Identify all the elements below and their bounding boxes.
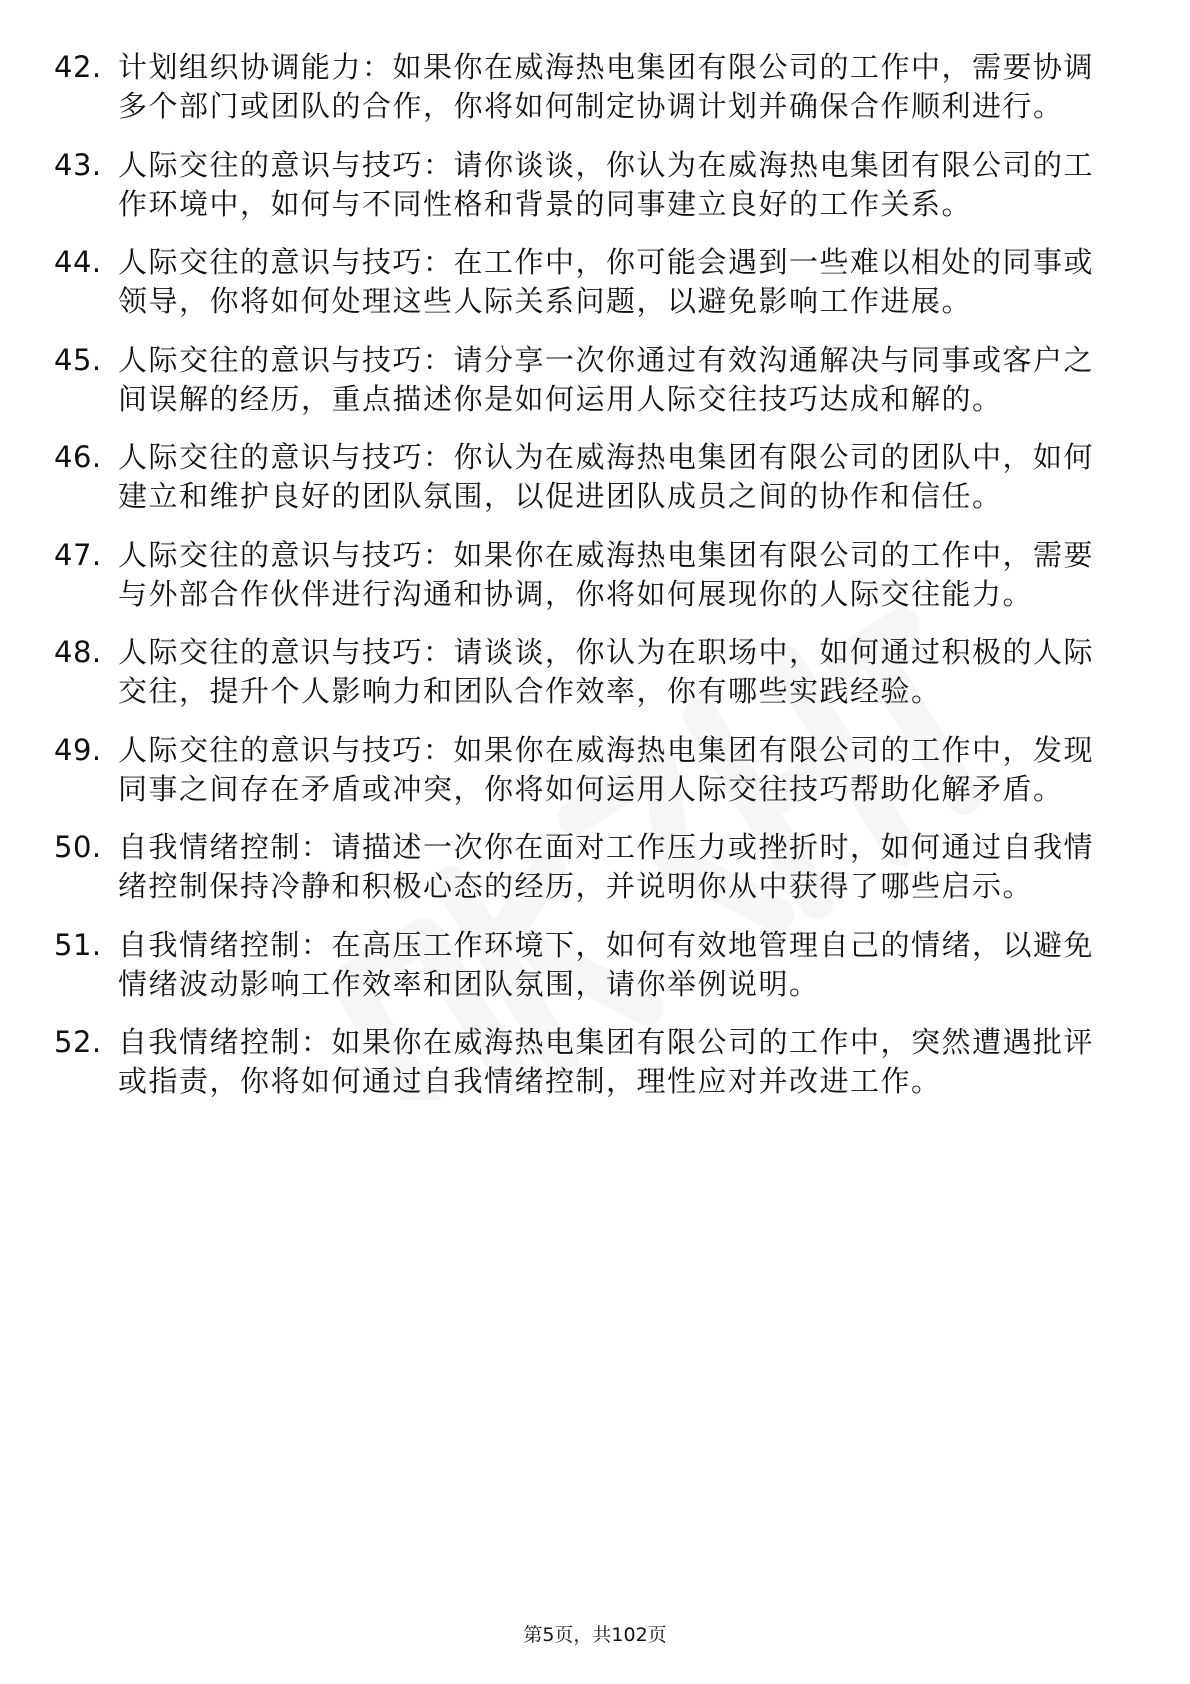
question-text: 人际交往的意识与技巧：如果你在威海热电集团有限公司的工作中，发现同事之间存在矛盾或冲突，你将如何运用人际交往技巧帮助化解矛盾。 [118, 732, 1095, 806]
question-number: 51. [54, 927, 102, 962]
question-text: 人际交往的意识与技巧：请分享一次你通过有效沟通解决与同事或客户之间误解的经历，重点描述你是如何运用人际交往技巧达成和解的。 [118, 342, 1095, 416]
question-text: 人际交往的意识与技巧：请谈谈，你认为在职场中，如何通过积极的人际交往，提升个人影响力和团队合作效率，你有哪些实践经验。 [118, 635, 1095, 708]
list-item [54, 926, 1104, 1004]
question-number: 48. [54, 635, 102, 669]
question-text: 人际交往的意识与技巧：在工作中，你可能会遇到一些难以相处的同事或领导，你将如何处理这些人际关系问题，以避免影响工作进展。 [118, 245, 1095, 318]
list-item [54, 146, 1104, 224]
question-number: 46. [54, 440, 102, 474]
list-item [54, 243, 1104, 321]
list-item [54, 48, 1104, 126]
list-item [54, 828, 1104, 906]
list-item [54, 633, 1104, 711]
question-number: 52. [54, 1025, 102, 1059]
question-list [54, 48, 1104, 1121]
question-number: 47. [54, 537, 102, 572]
question-number: 43. [54, 147, 102, 182]
list-item [54, 536, 1104, 614]
question-number: 50. [54, 830, 102, 864]
list-item [54, 341, 1104, 419]
question-number: 45. [54, 342, 102, 377]
question-text: 自我情绪控制：如果你在威海热电集团有限公司的工作中，突然遭遇批评或指责，你将如何通过自我情绪控制，理性应对并改进工作。 [118, 1025, 1095, 1098]
page-footer: 第5页，共102页 [523, 1624, 667, 1646]
question-text: 自我情绪控制：请描述一次你在面对工作压力或挫折时，如何通过自我情绪控制保持冷静和积极心态的经历，并说明你从中获得了哪些启示。 [118, 830, 1095, 903]
list-item [54, 1023, 1104, 1101]
question-text: 自我情绪控制：在高压工作环境下，如何有效地管理自己的情绪，以避免情绪波动影响工作效率和团队氛围，请你举例说明。 [118, 927, 1095, 1001]
question-text: 人际交往的意识与技巧：你认为在威海热电集团有限公司的团队中，如何建立和维护良好的团队氛围，以促进团队成员之间的协作和信任。 [118, 440, 1095, 513]
question-number: 42. [54, 50, 102, 84]
question-text: 人际交往的意识与技巧：如果你在威海热电集团有限公司的工作中，需要与外部合作伙伴进行沟通和协调，你将如何展现你的人际交往能力。 [118, 537, 1095, 611]
question-number: 44. [54, 245, 102, 279]
list-item [54, 731, 1104, 809]
question-number: 49. [54, 732, 102, 767]
list-item [54, 438, 1104, 516]
question-text: 人际交往的意识与技巧：请你谈谈，你认为在威海热电集团有限公司的工作环境中，如何与不同性格和背景的同事建立良好的工作关系。 [118, 147, 1095, 221]
question-text: 计划组织协调能力：如果你在威海热电集团有限公司的工作中，需要协调多个部门或团队的合作，你将如何制定协调计划并确保合作顺利进行。 [118, 50, 1095, 123]
